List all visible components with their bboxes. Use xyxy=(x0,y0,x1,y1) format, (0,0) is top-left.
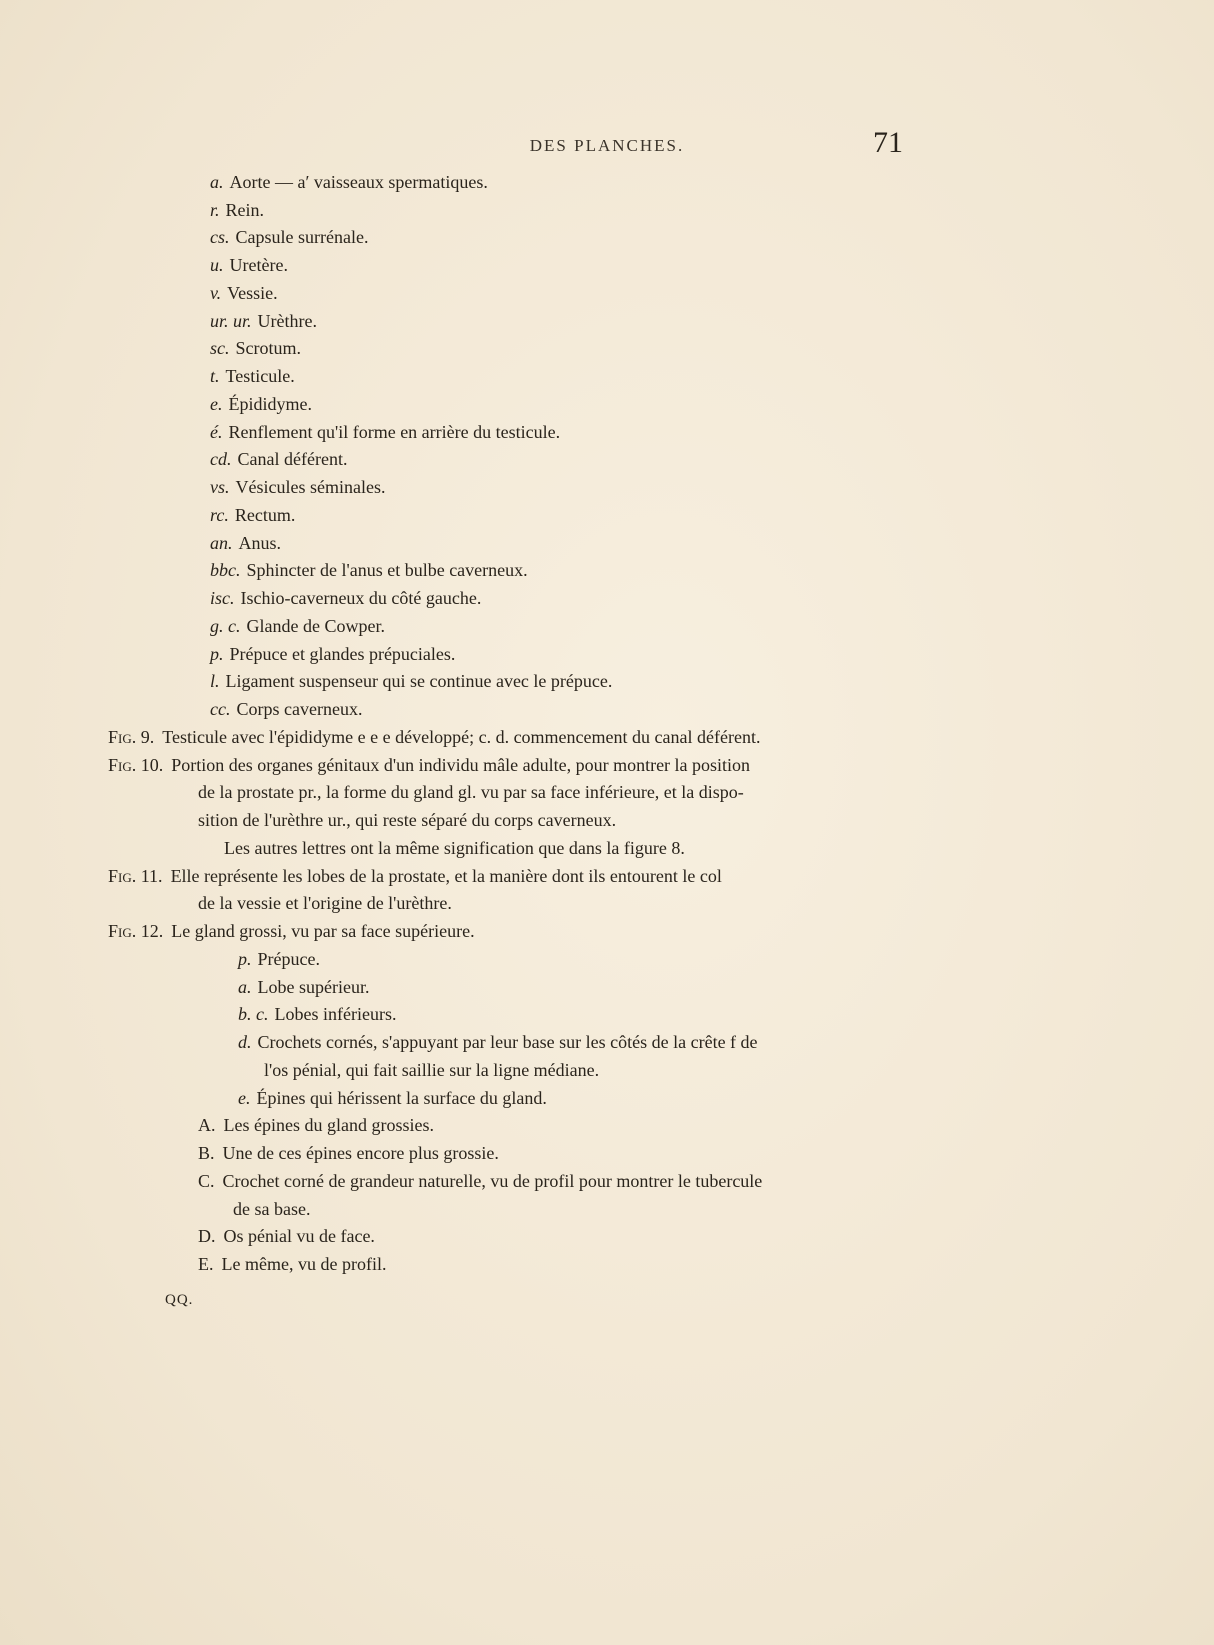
figure-12-caption: Fig. 12. Le gland grossi, vu par sa face supérieure. xyxy=(108,921,475,941)
legend-line: v. Vessie. xyxy=(210,283,278,303)
figure-12-item: d. Crochets cornés, s'appuyant par leur base sur les côtés de la crête f de xyxy=(238,1032,758,1052)
figure-10-line: de la prostate pr., la forme du gland gl. vu par sa face inférieure, et la dispo- xyxy=(198,782,744,802)
figure-12-item: a. Lobe supérieur. xyxy=(238,977,370,997)
legend-line: rc. Rectum. xyxy=(210,505,296,525)
legend-line: isc. Ischio-caverneux du côté gauche. xyxy=(210,588,482,608)
figure-12-item: e. Épines qui hérissent la surface du gland. xyxy=(238,1088,547,1108)
figure-12-item: b. c. Lobes inférieurs. xyxy=(238,1004,397,1024)
figure-10-line: Les autres lettres ont la même signification que dans la figure 8. xyxy=(224,838,685,858)
page-number: 71 xyxy=(873,126,903,159)
figure-12-item: p. Prépuce. xyxy=(238,949,320,969)
figure-10-line: sition de l'urèthre ur., qui reste séparé du corps caverneux. xyxy=(198,810,617,830)
legend-line: r. Rein. xyxy=(210,200,265,220)
figure-12-item: l'os pénial, qui fait saillie sur la ligne médiane. xyxy=(264,1060,600,1080)
figure-12-letter: D. Os pénial vu de face. xyxy=(198,1226,375,1246)
legend-line: vs. Vésicules séminales. xyxy=(210,477,386,497)
legend-line: p. Prépuce et glandes prépuciales. xyxy=(210,644,456,664)
figure-12-letter: A. Les épines du gland grossies. xyxy=(198,1115,434,1135)
legend-line: l. Ligament suspenseur qui se continue avec le prépuce. xyxy=(210,671,613,691)
figure-12-letter: C. Crochet corné de grandeur naturelle, vu de profil pour montrer le tubercule xyxy=(198,1171,763,1191)
figure-12-letter: B. Une de ces épines encore plus grossie. xyxy=(198,1143,499,1163)
figure-12-letter: E. Le même, vu de profil. xyxy=(198,1254,387,1274)
legend-line: cd. Canal déférent. xyxy=(210,449,348,469)
figure-11-line: de la vessie et l'origine de l'urèthre. xyxy=(198,893,452,913)
legend-line: a. Aorte — a′ vaisseaux spermatiques. xyxy=(210,172,488,192)
figure-12-letter: de sa base. xyxy=(233,1199,311,1219)
legend-line: ur. ur. Urèthre. xyxy=(210,311,317,331)
legend-line: e. Épididyme. xyxy=(210,394,312,414)
figure-11-caption: Fig. 11. Elle représente les lobes de la prostate, et la manière dont ils entourent le col xyxy=(108,866,722,886)
legend-line: g. c. Glande de Cowper. xyxy=(210,616,385,636)
legend-line: bbc. Sphincter de l'anus et bulbe caverneux. xyxy=(210,560,528,580)
figure-9-caption: Fig. 9. Testicule avec l'épididyme e e e développé; c. d. commencement du canal déférent. xyxy=(108,727,761,747)
legend-line: t. Testicule. xyxy=(210,366,295,386)
legend-line: é. Renflement qu'il forme en arrière du testicule. xyxy=(210,422,561,442)
legend-line: sc. Scrotum. xyxy=(210,338,301,358)
signature-mark: QQ. xyxy=(165,1292,194,1308)
legend-line: cc. Corps caverneux. xyxy=(210,699,363,719)
running-header: DES PLANCHES. xyxy=(529,136,685,155)
legend-line: an. Anus. xyxy=(210,533,282,553)
legend-line: cs. Capsule surrénale. xyxy=(210,227,369,247)
legend-line: u. Uretère. xyxy=(210,255,288,275)
figure-10-caption: Fig. 10. Portion des organes génitaux d'un individu mâle adulte, pour montrer la position xyxy=(108,755,751,775)
